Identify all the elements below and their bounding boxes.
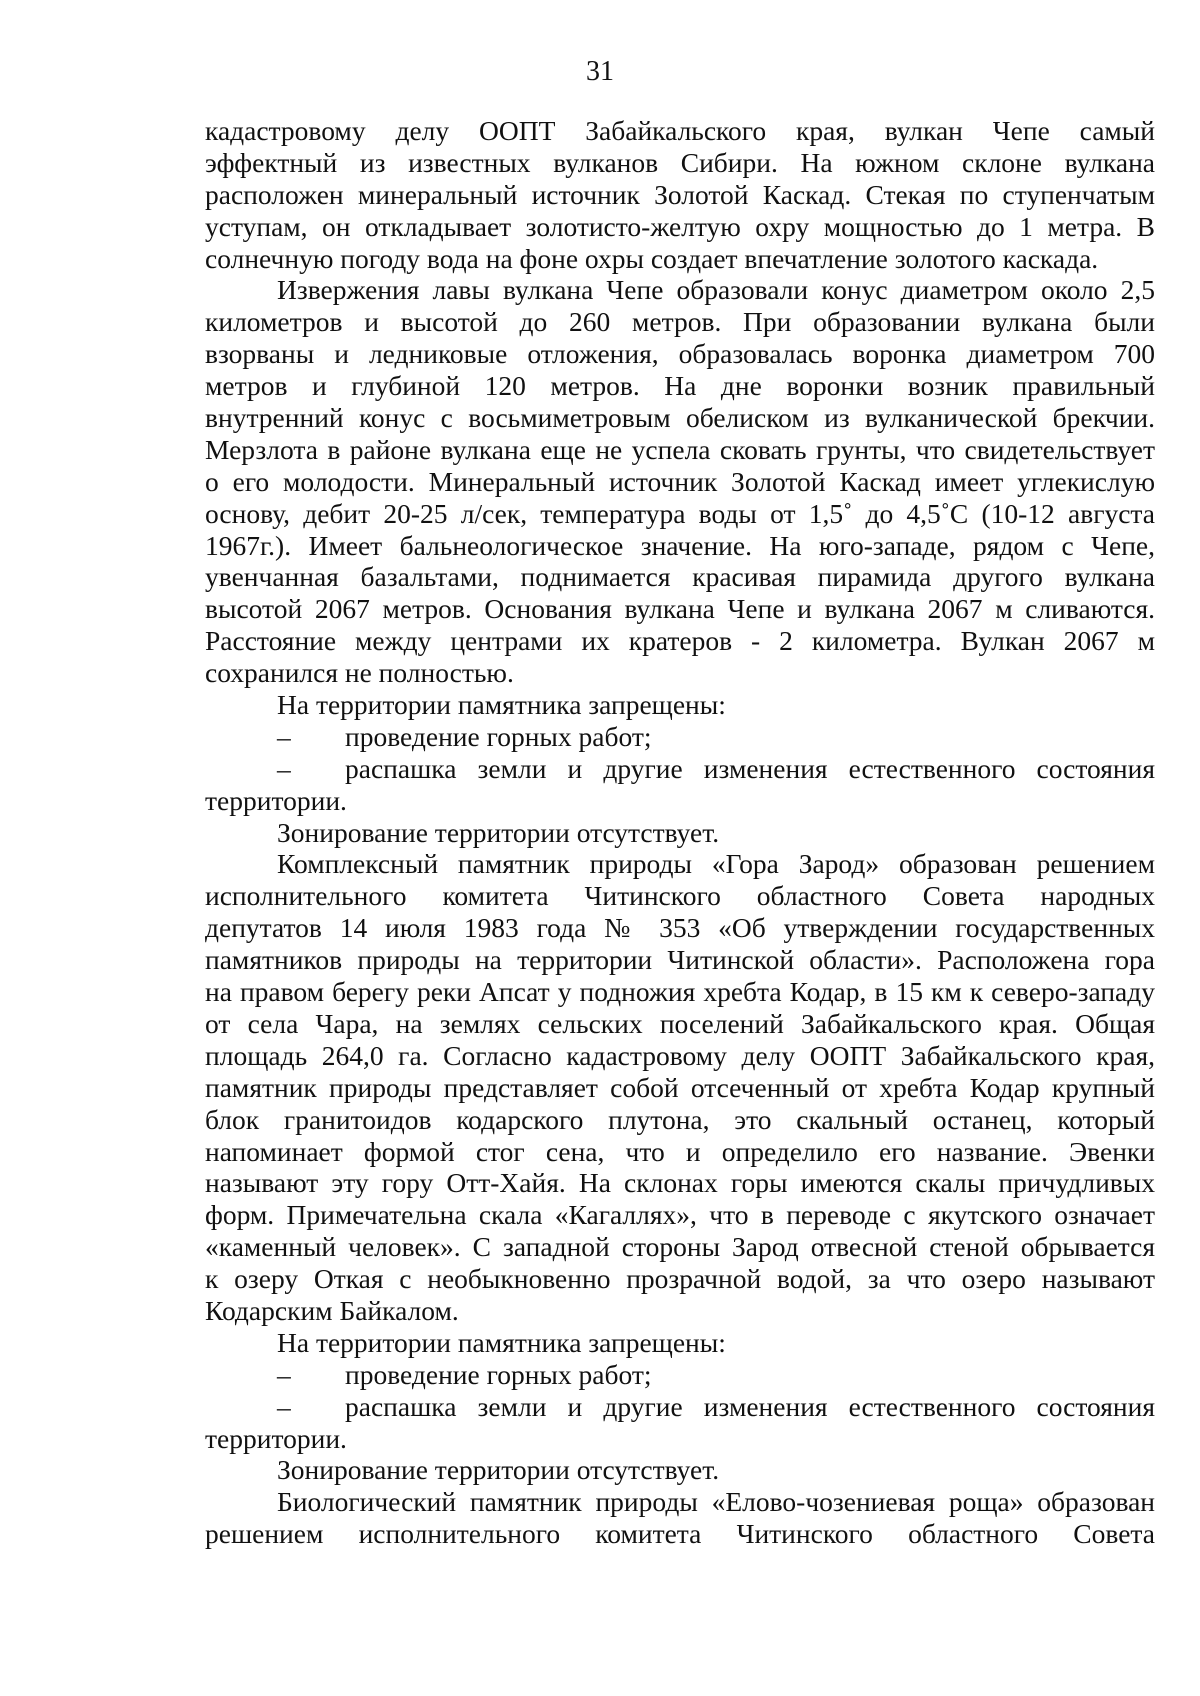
- text-line: метров и глубиной 120 метров. На дне воронки возник правильный: [205, 370, 1155, 402]
- list-item: [205, 721, 1155, 753]
- text-line: территории.: [205, 1422, 347, 1454]
- list-dash: –: [277, 752, 291, 784]
- list-item-text: распашка земли и другие изменения естественного состояния: [345, 752, 1155, 784]
- text-line: На территории памятника запрещены:: [277, 1326, 726, 1358]
- text-line: Извержения лавы вулкана Чепе образовали конус диаметром около 2,5: [277, 274, 1155, 306]
- text-line: эффектный из известных вулканов Сибири. На южном склоне вулкана: [205, 146, 1155, 178]
- text-line: Зонирование территории отсутствует.: [277, 1454, 720, 1486]
- list-item-text: проведение горных работ;: [345, 720, 652, 752]
- page-number: 31: [586, 56, 614, 87]
- text-line: напоминает формой стог сена, что и определило его название. Эвенки: [205, 1135, 1155, 1167]
- text-line: памятник природы представляет собой отсеченный от хребта Кодар крупный: [205, 1071, 1155, 1103]
- text-line: На территории памятника запрещены:: [277, 689, 726, 721]
- text-line: километров и высотой до 260 метров. При образовании вулкана были: [205, 306, 1155, 338]
- text-line: блок гранитоидов кодарского плутона, это скальный останец, который: [205, 1103, 1155, 1135]
- text-line: «каменный человек». С западной стороны Зарод отвесной стеной обрывается: [205, 1231, 1155, 1263]
- text-line: о его молодости. Минеральный источник Золотой Каскад имеет углекислую: [205, 465, 1155, 497]
- list-dash: –: [277, 720, 291, 752]
- text-line: внутренний конус с восьмиметровым обелиском из вулканической брекчии.: [205, 402, 1155, 434]
- text-line: сохранился не полностью.: [205, 657, 514, 689]
- text-line: расположен минеральный источник Золотой Каскад. Стекая по ступенчатым: [205, 178, 1155, 210]
- text-line: кадастровому делу ООПТ Забайкальского края, вулкан Чепе самый: [205, 115, 1155, 146]
- text-line: Кодарским Байкалом.: [205, 1294, 459, 1326]
- list-item: [205, 753, 1155, 785]
- text-line: от села Чара, на землях сельских поселений Забайкальского края. Общая: [205, 1007, 1155, 1039]
- text-line: Биологический памятник природы «Елово-чозениевая роща» образован: [277, 1486, 1155, 1518]
- text-line: основу, дебит 20-25 л/сек, температура воды от 1,5˚ до 4,5˚С (10-12 августа: [205, 497, 1155, 529]
- text-line: на правом берегу реки Апсат у подножия хребта Кодар, в 15 км к северо-западу: [205, 976, 1155, 1008]
- text-line: к озеру Откая с необыкновенно прозрачной водой, за что озеро называют: [205, 1263, 1155, 1295]
- text-line: солнечную погоду вода на фоне охры создает впечатление золотого каскада.: [205, 242, 1099, 274]
- text-line: Зонирование территории отсутствует.: [277, 816, 720, 848]
- text-line: исполнительного комитета Читинского областного Совета народных: [205, 880, 1155, 912]
- text-line: Мерзлота в районе вулкана еще не успела сковать грунты, что свидетельствует: [205, 433, 1155, 465]
- text-line: форм. Примечательна скала «Кагаллях», что в переводе с якутского означает: [205, 1199, 1155, 1231]
- list-item-text: распашка земли и другие изменения естественного состояния: [345, 1390, 1155, 1422]
- text-line: называют эту гору Отт-Хайя. На склонах горы имеются скалы причудливых: [205, 1167, 1155, 1199]
- text-line: взорваны и ледниковые отложения, образовалась воронка диаметром 700: [205, 338, 1155, 370]
- text-line: площадь 264,0 га. Согласно кадастровому делу ООПТ Забайкальского края,: [205, 1039, 1155, 1071]
- text-line: решением исполнительного комитета Читинского областного Совета: [205, 1518, 1155, 1550]
- list-dash: –: [277, 1390, 291, 1422]
- list-dash: –: [277, 1358, 291, 1390]
- text-line: территории.: [205, 784, 347, 816]
- text-line: высотой 2067 метров. Основания вулкана Чепе и вулкана 2067 м сливаются.: [205, 593, 1155, 625]
- list-item: [205, 1391, 1155, 1423]
- text-line: памятников природы на территории Читинской области». Расположена гора: [205, 944, 1155, 976]
- list-item: [205, 1359, 1155, 1391]
- text-line: Комплексный памятник природы «Гора Зарод» образован решением: [277, 848, 1155, 880]
- list-item-text: проведение горных работ;: [345, 1358, 652, 1390]
- text-line: депутатов 14 июля 1983 года № 353 «Об утверждении государственных: [205, 912, 1155, 944]
- text-line: уступам, он откладывает золотисто-желтую охру мощностью до 1 метра. В: [205, 210, 1155, 242]
- text-line: увенчанная базальтами, поднимается красивая пирамида другого вулкана: [205, 561, 1155, 593]
- text-line: Расстояние между центрами их кратеров - 2 километра. Вулкан 2067 м: [205, 625, 1155, 657]
- text-line: 1967г.). Имеет бальнеологическое значение. На юго-западе, рядом с Чепе,: [205, 529, 1155, 561]
- document-body: [205, 115, 1155, 1550]
